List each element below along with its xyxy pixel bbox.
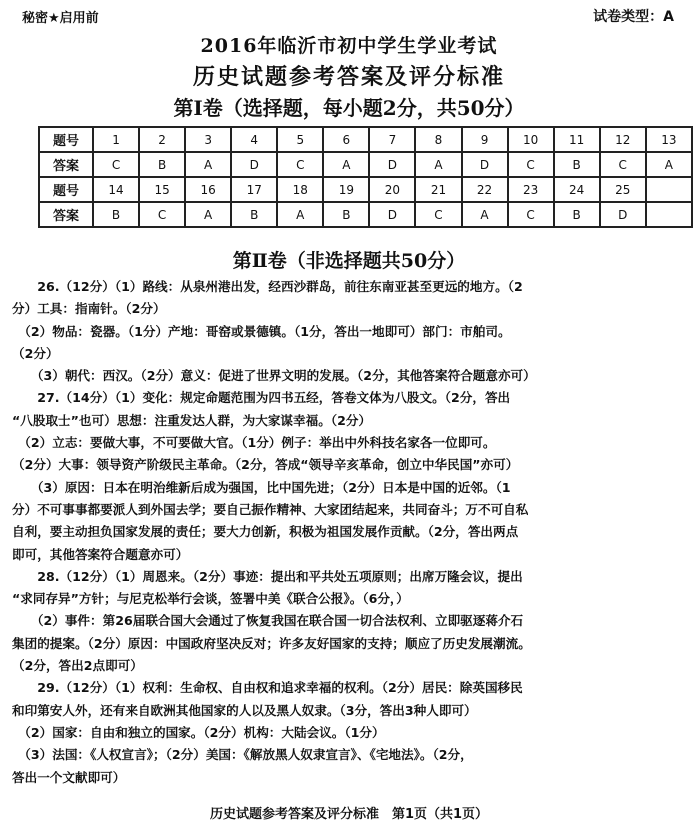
text-line: （3）法国：《人权宣言》；（2分）美国：《解放黑人奴隶宣言》、《宅地法》。（2分， — [12, 747, 473, 763]
question-number: 13 — [646, 127, 692, 152]
answer-cell: B — [554, 152, 600, 177]
text-line: （3）朝代：西汉。（2分）意义：促进了世界文明的发展。（2分，其他答案符合题意亦可） — [12, 368, 536, 384]
text-line: 28.（12分）（1）周恩来。（2分）事迹：提出和平共处五项原则；出席万隆会议，提出 — [12, 568, 523, 584]
text-line: （2）国家：自由和独立的国家。（2分）机构：大陆会议。（1分） — [12, 724, 385, 740]
answer-cell: C — [600, 152, 646, 177]
text-line: （3）原因：日本在明治维新后成为强国，比中国先进；（2分）日本是中国的近邻。（1 — [12, 479, 511, 495]
answer-cell: C — [139, 202, 185, 227]
answer-cell: A — [185, 202, 231, 227]
question-number: 5 — [277, 127, 323, 152]
answer-cell: D — [462, 152, 508, 177]
question-number: 25 — [600, 177, 646, 202]
question-number: 9 — [462, 127, 508, 152]
answer-cell: B — [554, 202, 600, 227]
paper-type-label: 试卷类型：A — [593, 9, 674, 25]
answer-cell: D — [231, 152, 277, 177]
empty-cell — [646, 177, 692, 202]
confidential-label: 秘密★启用前 — [22, 11, 99, 26]
text-line: 集团的提案。（2分）原因：中国政府坚决反对；许多友好国家的支持；顺应了历史发展潮流。 — [12, 635, 531, 651]
row-label: 答案 — [39, 202, 93, 227]
text-line: 27.（14分）（1）变化：规定命题范围为四书五经，答卷文体为八股文。（2分，答出 — [12, 390, 511, 406]
question-number: 23 — [508, 177, 554, 202]
answer-cell: C — [415, 202, 461, 227]
section1-title: 第Ⅰ卷（选择题，每小题2分，共50分） — [173, 96, 525, 120]
question-number: 21 — [415, 177, 461, 202]
text-line: 分）工具：指南针。（2分） — [12, 301, 166, 317]
text-line: 分）不可事事都要派人到外国去学；要自己振作精神、大家团结起来，共同奋斗；万不可自私 — [12, 501, 529, 517]
question-number: 20 — [369, 177, 415, 202]
answer-cell: B — [139, 152, 185, 177]
document-title: 历史试题参考答案及评分标准 — [192, 64, 505, 90]
answer-text-body — [12, 276, 692, 789]
answer-cell: B — [231, 202, 277, 227]
question-number: 15 — [139, 177, 185, 202]
question-number: 18 — [277, 177, 323, 202]
answer-cell: D — [369, 152, 415, 177]
answer-cell: D — [369, 202, 415, 227]
answer-cell: A — [323, 152, 369, 177]
text-line: （2）物品：瓷器。（1分）产地：哥窑或景德镇。（1分，答出一地即可）部门：市舶司。 — [12, 323, 511, 339]
question-number: 6 — [323, 127, 369, 152]
question-number: 19 — [323, 177, 369, 202]
text-line: “八股取士”也可）思想：注重发达人群，为大家谋幸福。（2分） — [12, 412, 372, 428]
question-number-row — [39, 177, 692, 202]
text-line: “求同存异”方针；与尼克松举行会谈，签署中美《联合公报》。（6分，） — [12, 591, 409, 607]
question-number: 2 — [139, 127, 185, 152]
section2-title: 第Ⅱ卷（非选择题共50分） — [232, 250, 466, 272]
answer-cell: A — [415, 152, 461, 177]
answer-cell: C — [508, 202, 554, 227]
text-line: 答出一个文献即可） — [12, 769, 126, 785]
question-number: 24 — [554, 177, 600, 202]
answer-cell: A — [646, 152, 692, 177]
text-line: （2分，答出2点即可） — [12, 658, 143, 674]
empty-cell — [646, 202, 692, 227]
answer-cell: A — [462, 202, 508, 227]
text-line: （2分）大事：领导资产阶级民主革命。（2分，答成“领导辛亥革命，创立中华民国”亦可） — [12, 457, 519, 473]
answer-cell: C — [277, 152, 323, 177]
answer-row — [39, 202, 692, 227]
answer-table — [38, 126, 693, 228]
question-number: 4 — [231, 127, 277, 152]
exam-title: 2016年临沂市初中学生学业考试 — [200, 35, 498, 57]
question-number: 8 — [415, 127, 461, 152]
question-number: 17 — [231, 177, 277, 202]
text-line: 和印第安人外，还有来自欧洲其他国家的人以及黑人奴隶。（3分，答出3种人即可） — [12, 702, 477, 718]
answer-cell: B — [93, 202, 139, 227]
text-line: （2）立志：要做大事，不可要做大官。（1分）例子：举出中外科技名家各一位即可。 — [12, 435, 496, 451]
text-line: 26.（12分）（1）路线：从泉州港出发，经西沙群岛，前往东南亚甚至更远的地方。（2 — [12, 279, 523, 294]
answer-cell: B — [323, 202, 369, 227]
text-line: 自利，要主动担负国家发展的责任；要大力创新，积极为祖国发展作贡献。（2分，答出两点 — [12, 524, 519, 540]
question-number-row — [39, 127, 692, 152]
answer-cell: A — [277, 202, 323, 227]
answer-row — [39, 152, 692, 177]
row-label: 答案 — [39, 152, 93, 177]
row-label: 题号 — [39, 127, 93, 152]
question-number: 22 — [462, 177, 508, 202]
question-number: 10 — [508, 127, 554, 152]
question-number: 3 — [185, 127, 231, 152]
question-number: 16 — [185, 177, 231, 202]
question-number: 1 — [93, 127, 139, 152]
answer-cell: C — [508, 152, 554, 177]
answer-cell: A — [185, 152, 231, 177]
question-number: 12 — [600, 127, 646, 152]
answer-cell: C — [93, 152, 139, 177]
text-line: （2）事件：第26届联合国大会通过了恢复我国在联合国一切合法权利、立即驱逐蒋介石 — [12, 613, 524, 629]
answer-cell: D — [600, 202, 646, 227]
question-number: 11 — [554, 127, 600, 152]
text-line: 29.（12分）（1）权利：生命权、自由权和追求幸福的权利。（2分）居民：除英国移民 — [12, 680, 523, 696]
row-label: 题号 — [39, 177, 93, 202]
text-line: 即可，其他答案符合题意亦可） — [12, 546, 189, 562]
page-footer: 历史试题参考答案及评分标准 第1页（共1页） — [209, 807, 489, 822]
text-line: （2分） — [12, 345, 59, 361]
question-number: 14 — [93, 177, 139, 202]
question-number: 7 — [369, 127, 415, 152]
